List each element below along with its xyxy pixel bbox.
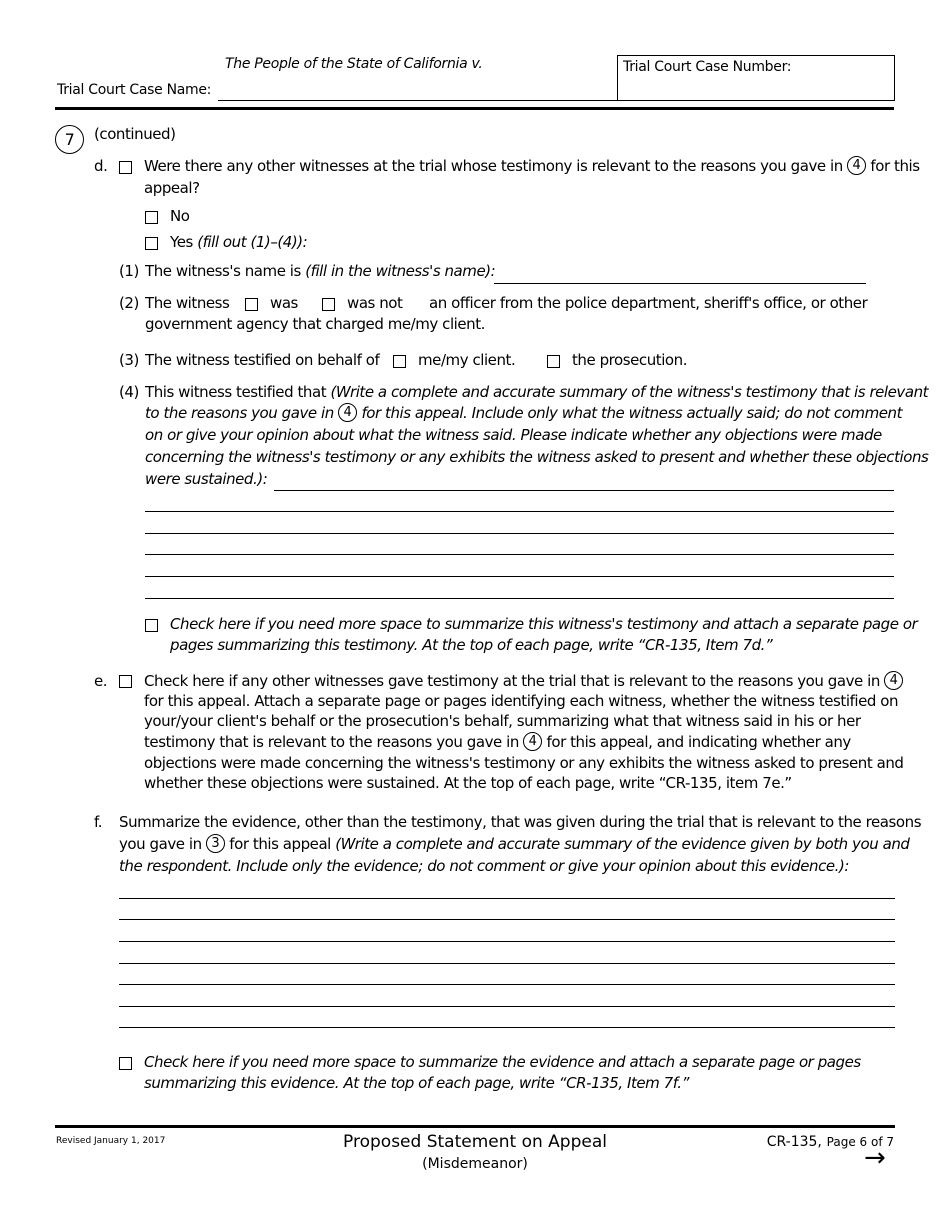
prosecution-checkbox[interactable] (547, 355, 560, 368)
item-d-letter: d. (94, 157, 108, 175)
case-number-box[interactable] (617, 55, 895, 101)
item-f-letter: f. (94, 813, 103, 831)
was-checkbox[interactable] (245, 298, 258, 311)
item-f-line3: the respondent. Include only the evidence; do not comment or give your opinion about this evidence.): (119, 857, 849, 875)
q3-text: The witness testified on behalf of (145, 351, 380, 369)
f-more-space-checkbox[interactable] (119, 1057, 132, 1070)
prosecution-label: the prosecution. (572, 351, 688, 369)
testimony-line[interactable] (145, 533, 894, 534)
q4-line4: concerning the witness's testimony or any exhibits the witness asked to present and whether these objections (145, 448, 929, 466)
q4-line3: on or give your opinion about what the witness said. Please indicate whether any objections were made (145, 426, 882, 444)
next-page-arrow-icon[interactable]: → (864, 1143, 886, 1173)
evidence-line[interactable] (119, 963, 895, 964)
q4-line2: to the reasons you gave in 4 for this appeal. Include only what the witness actually said; do not comment (145, 404, 903, 422)
q4-line5: were sustained.): (145, 470, 268, 488)
page-number: Page 6 of 7 (826, 1135, 894, 1149)
yes-label: Yes (fill out (1)–(4)): (170, 233, 308, 251)
revised-date: Revised January 1, 2017 (56, 1136, 166, 1146)
q3-number: (3) (119, 351, 139, 369)
people-caption: The People of the State of California v. (225, 56, 483, 72)
item-d-question-line2: appeal? (144, 179, 200, 197)
form-subtitle: (Misdemeanor) (422, 1156, 528, 1172)
client-checkbox[interactable] (393, 355, 406, 368)
evidence-line[interactable] (119, 919, 895, 920)
yes-checkbox[interactable] (145, 237, 158, 250)
evidence-line[interactable] (119, 984, 895, 985)
no-checkbox[interactable] (145, 211, 158, 224)
header-rule (55, 107, 894, 110)
item-d-checkbox[interactable] (119, 161, 132, 174)
case-name-field[interactable] (218, 100, 617, 101)
q4-number: (4) (119, 383, 139, 401)
case-number-label: Trial Court Case Number: (623, 59, 792, 75)
witness-name-field[interactable] (494, 283, 866, 284)
q2-text: The witness (145, 294, 230, 312)
item-e-line4: testimony that is relevant to the reasons you gave in 4 for this appeal, and indicating whether any (144, 733, 851, 751)
q4-line1: This witness testified that (Write a complete and accurate summary of the witness's testimony that is relevant (145, 383, 929, 401)
item-d-question: Were there any other witnesses at the trial whose testimony is relevant to the reasons you gave in 4 for this (144, 157, 920, 175)
no-label: No (170, 207, 190, 225)
footer-rule (55, 1125, 895, 1128)
testimony-line[interactable] (145, 598, 894, 599)
item-e-line1: Check here if any other witnesses gave testimony at the trial that is relevant to the reasons you gave in 4 (144, 673, 903, 690)
testimony-line[interactable] (145, 576, 894, 577)
d-more-space-checkbox[interactable] (145, 619, 158, 632)
f-more-space-line1: Check here if you need more space to summarize the evidence and attach a separate page or pages (144, 1053, 861, 1071)
item-f-line1: Summarize the evidence, other than the testimony, that was given during the trial that is relevant to the reasons (119, 813, 922, 831)
client-label: me/my client. (418, 351, 516, 369)
case-name-label: Trial Court Case Name: (57, 82, 212, 98)
form-title: Proposed Statement on Appeal (343, 1132, 607, 1152)
item-e-line3: your/your client's behalf or the prosecution's behalf, summarizing what that witness said in his or her (144, 712, 861, 730)
q1-number: (1) (119, 262, 139, 280)
item-e-line2: for this appeal. Attach a separate page or pages identifying each witness, whether the witness testified on (144, 692, 899, 710)
was-not-label: was not (347, 294, 403, 312)
d-more-space-line2: pages summarizing this testimony. At the top of each page, write “CR-135, Item 7d.” (170, 636, 773, 654)
form-id: CR-135, (766, 1134, 822, 1150)
evidence-line[interactable] (119, 1027, 895, 1028)
testimony-line[interactable] (274, 490, 894, 491)
testimony-line[interactable] (145, 554, 894, 555)
item-e-line5: objections were made concerning the witness's testimony or any exhibits the witness asked to present and (144, 754, 904, 772)
evidence-line[interactable] (119, 1006, 895, 1007)
q2-number: (2) (119, 294, 139, 312)
testimony-line[interactable] (145, 511, 894, 512)
evidence-line[interactable] (119, 941, 895, 942)
d-more-space-line1: Check here if you need more space to summarize this witness's testimony and attach a separate page or (170, 615, 918, 633)
was-label: was (270, 294, 298, 312)
item-f-line2: you gave in 3 for this appeal (Write a complete and accurate summary of the evidence given by both you and (119, 835, 910, 853)
q2-rest-line2: government agency that charged me/my client. (145, 315, 485, 333)
was-not-checkbox[interactable] (322, 298, 335, 311)
ref-item4-circle: 4 (847, 156, 866, 175)
ref-item4-circle: 4 (884, 671, 903, 690)
ref-item3-circle: 3 (206, 834, 225, 853)
item-e-checkbox[interactable] (119, 675, 132, 688)
ref-item4-circle: 4 (523, 732, 542, 751)
evidence-line[interactable] (119, 898, 895, 899)
item-number-circle: 7 (55, 125, 84, 154)
q1-text: The witness's name is (fill in the witness's name): (145, 262, 496, 280)
ref-item4-circle: 4 (338, 403, 357, 422)
f-more-space-line2: summarizing this evidence. At the top of each page, write “CR-135, Item 7f.” (144, 1074, 689, 1092)
continued-label: (continued) (94, 125, 176, 143)
item-e-line6: whether these objections were sustained. At the top of each page, write “CR-135, item 7e.” (144, 774, 792, 792)
q2-rest-line1: an officer from the police department, sheriff's office, or other (429, 294, 868, 312)
item-e-letter: e. (94, 672, 108, 690)
